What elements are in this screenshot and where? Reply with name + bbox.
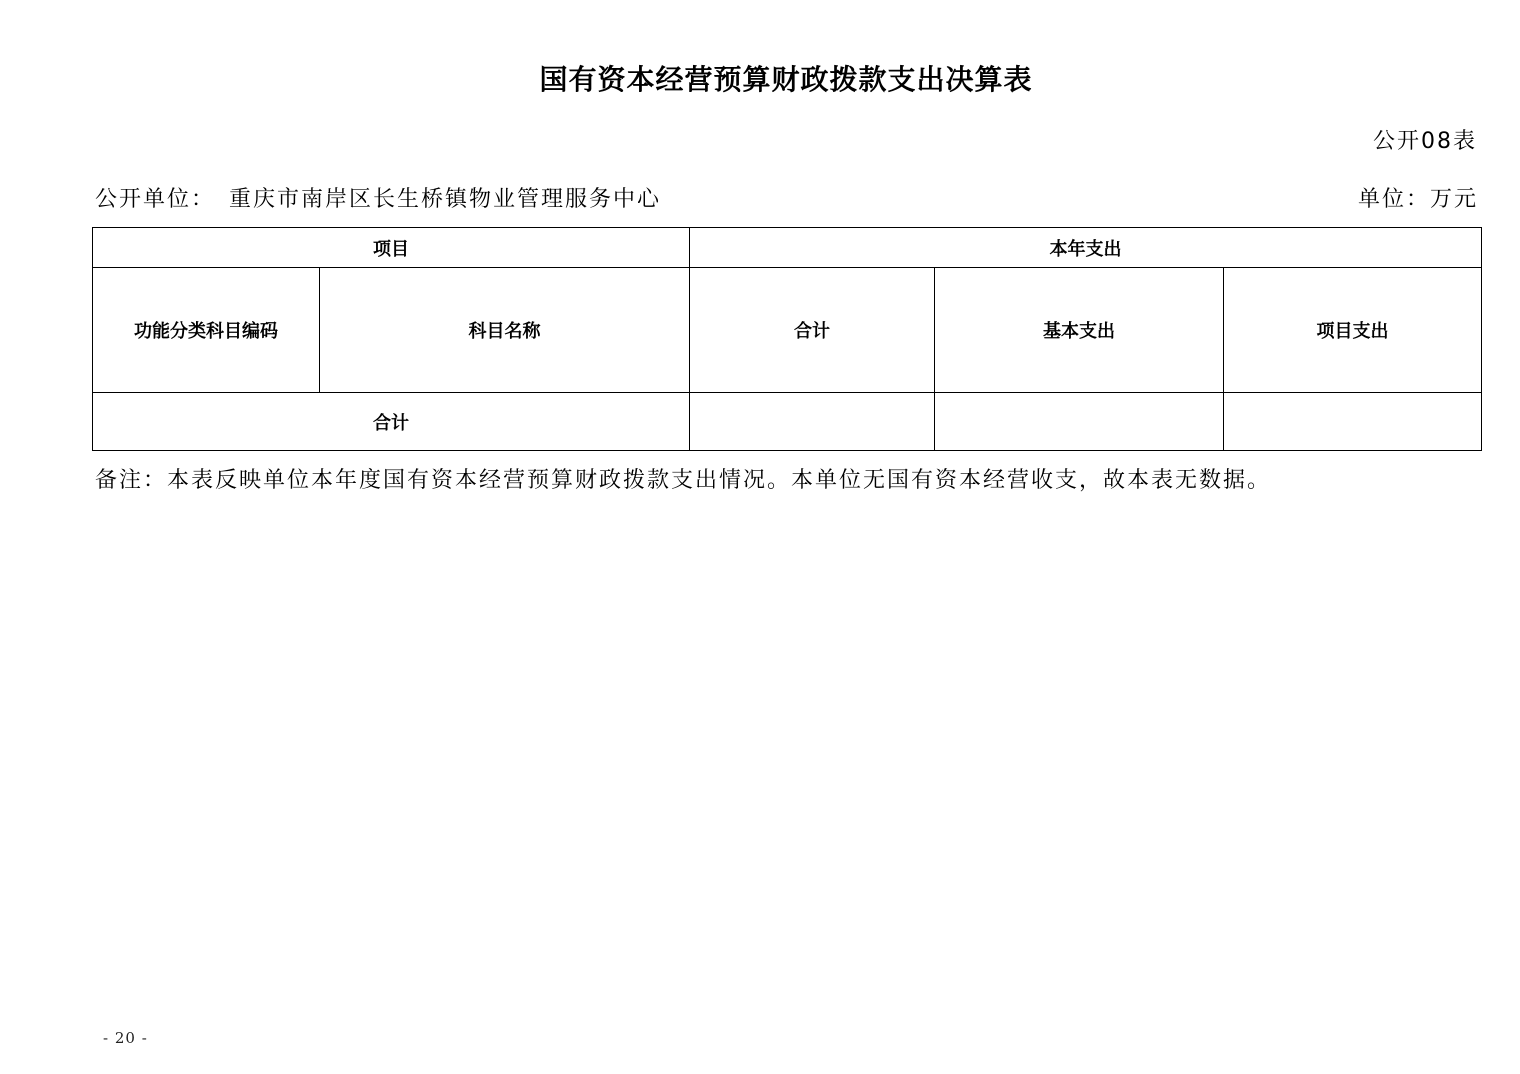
header-current-year-expenditure: 本年支出 [690, 228, 1482, 268]
form-code: 公开08表 [1373, 129, 1477, 154]
header-function-code: 功能分类科目编码 [93, 268, 320, 393]
page-title: 国有资本经营预算财政拨款支出决算表 [539, 63, 1033, 96]
total-row-total-cell [690, 393, 935, 451]
reporting-unit-label: 公开单位： [95, 187, 216, 212]
header-basic-expenditure: 基本支出 [935, 268, 1224, 393]
total-row-project-cell [1224, 393, 1482, 451]
header-subject-name: 科目名称 [320, 268, 690, 393]
header-total: 合计 [690, 268, 935, 393]
header-project-expenditure: 项目支出 [1224, 268, 1482, 393]
unit-info-row [95, 182, 1478, 214]
currency-unit: 单位：万元 [1357, 187, 1478, 212]
expenditure-table [92, 227, 1482, 451]
table-column-header-row [93, 268, 1482, 393]
total-row-basic-cell [935, 393, 1224, 451]
table-note: 备注：本表反映单位本年度国有资本经营预算财政拨款支出情况。本单位无国有资本经营收支，故本表无数据。 [95, 468, 1272, 493]
page-number: - 20 - [103, 1029, 148, 1047]
total-row-label: 合计 [93, 393, 690, 451]
table-group-header-row [93, 228, 1482, 268]
header-project: 项目 [93, 228, 690, 268]
reporting-unit-name: 重庆市南岸区长生桥镇物业管理服务中心 [229, 187, 662, 212]
reporting-unit [95, 182, 661, 213]
table-total-row [93, 393, 1482, 451]
